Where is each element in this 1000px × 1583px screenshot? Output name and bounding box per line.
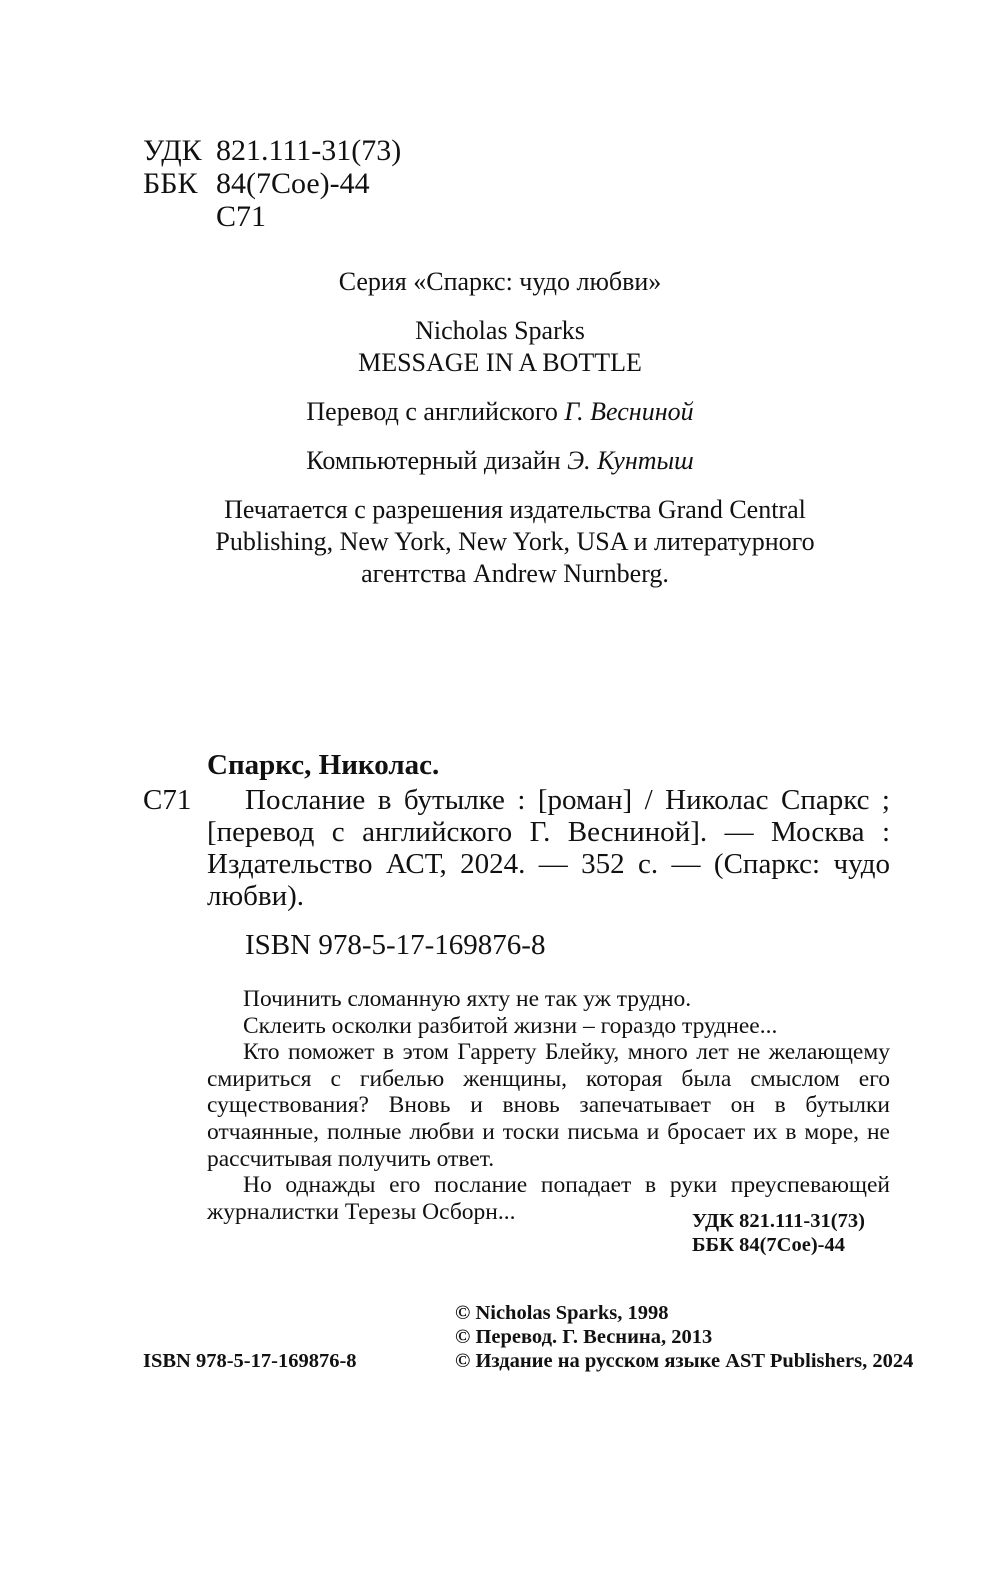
original-title: MESSAGE IN A BOTTLE xyxy=(358,348,642,377)
catalog-mark: С71 xyxy=(143,784,192,816)
catalog-line-2: [перевод с английского Г. Весниной]. — Москва : xyxy=(207,816,890,848)
catalog-line-1: Послание в бутылке : [роман] / Николас Спаркс ; xyxy=(245,784,890,816)
udk-label: УДК xyxy=(143,134,202,167)
permission-line-3: агентства Andrew Nurnberg. xyxy=(361,559,669,588)
author-mark: С71 xyxy=(216,200,267,233)
designer-name: Э. Кунтыш xyxy=(567,446,694,475)
design-credit xyxy=(0,445,1000,477)
annotation xyxy=(207,986,890,1225)
annotation-paragraph: Кто поможет в этом Гаррету Блейку, много лет не желающему смириться с гибелью женщины, которая была смыслом его существования? Вновь и вновь запечатывает он в бутылки отчаянные, полные любви и тоски письма и бросает их в море, не рассчитывая получить ответ. xyxy=(207,1039,890,1172)
annotation-paragraph: Но однажды его послание попадает в руки преуспевающей журналистки Терезы Осборн... xyxy=(207,1172,890,1225)
permission-line-2: Publishing, New York, New York, USA и литературного xyxy=(215,527,815,556)
catalog-isbn: ISBN 978-5-17-169876-8 xyxy=(245,929,546,961)
permission-line-1: Печатается с разрешения издательства Grand Central xyxy=(224,495,806,524)
catalog-author-heading: Спаркс, Николас. xyxy=(207,749,440,781)
bbk-label: ББК xyxy=(143,167,198,200)
bbk-code xyxy=(143,168,370,200)
original-author: Nicholas Sparks xyxy=(415,316,585,345)
udk-code xyxy=(143,135,401,167)
bottom-isbn: ISBN 978-5-17-169876-8 xyxy=(143,1350,357,1372)
copyright-line-2: © Перевод. Г. Веснина, 2013 xyxy=(455,1326,713,1348)
udk-small: УДК 821.111-31(73) xyxy=(692,1210,865,1232)
design-prefix: Компьютерный дизайн xyxy=(306,446,561,475)
bbk-small: ББК 84(7Сое)-44 xyxy=(692,1234,845,1256)
translation-prefix: Перевод с английского xyxy=(306,397,558,426)
catalog-line-4: любви). xyxy=(207,880,305,912)
translation-credit xyxy=(0,396,1000,428)
catalog-line-3: Издательство АСТ, 2024. — 352 с. — (Спаркс: чудо xyxy=(207,848,890,880)
copyright-line-3: © Издание на русском языке AST Publishers, 2024 xyxy=(455,1350,914,1372)
copyright-line-1: © Nicholas Sparks, 1998 xyxy=(455,1302,669,1324)
series-line: Серия «Спаркс: чудо любви» xyxy=(338,267,662,296)
translator-name: Г. Весниной xyxy=(564,397,694,426)
udk-value: 821.111-31(73) xyxy=(216,134,402,167)
annotation-paragraph: Починить сломанную яхту не так уж трудно. xyxy=(243,986,692,1012)
annotation-paragraph: Склеить осколки разбитой жизни – гораздо труднее... xyxy=(243,1012,778,1039)
bbk-value: 84(7Сое)-44 xyxy=(216,167,370,200)
